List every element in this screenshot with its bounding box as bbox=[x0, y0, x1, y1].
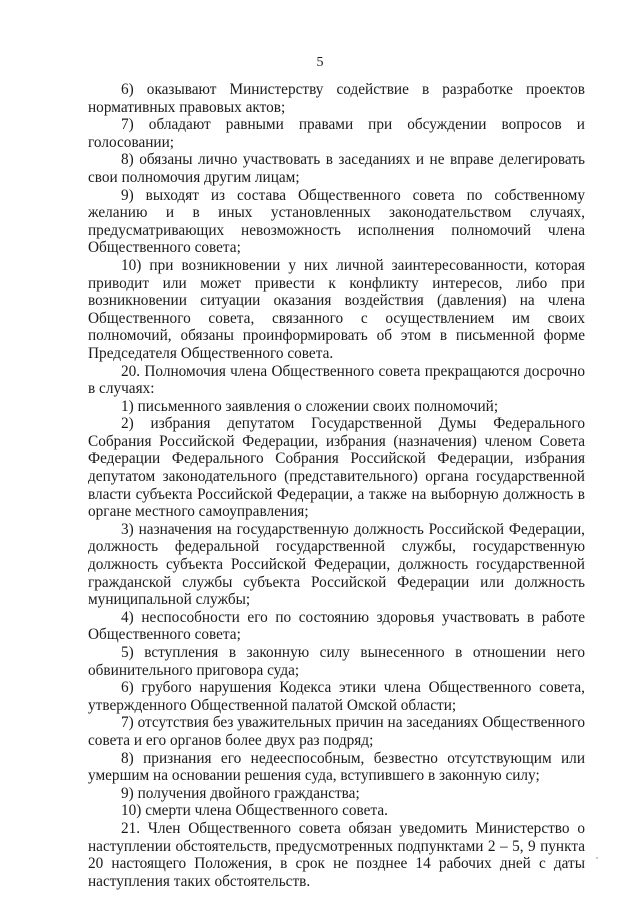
paragraph: 4) неспособности его по состоянию здоровья участвовать в работе Общественного совета; bbox=[88, 608, 585, 644]
paragraph: 8) признания его недееспособным, безвестно отсутствующим или умершим на основании решения суда, вступившего в законную силу; bbox=[88, 749, 585, 785]
paragraph: 5) вступления в законную силу вынесенного в отношении него обвинительного приговора суда; bbox=[88, 644, 585, 679]
paragraph: 10) смерти члена Общественного совета. bbox=[121, 802, 388, 820]
paragraph: 9) получения двойного гражданства; bbox=[121, 784, 360, 802]
section-paragraph: 21. Член Общественного совета обязан уведомить Министерство о наступлении обстоятельств, предусмотренных подпунктами 2 – 5, 9 пункта 20 настоящего Положения, в срок не позднее 14 рабочих дней с даты наступления таких обстоятельств. bbox=[88, 819, 585, 890]
paragraph: 7) обладают равными правами при обсуждении вопросов и голосовании; bbox=[88, 116, 585, 151]
section-heading-paragraph: 20. Полномочия члена Общественного совета прекращаются досрочно в случаях: bbox=[88, 362, 585, 398]
paragraph: 10) при возникновении у них личной заинтересованности, которая приводит или может привести к конфликту интересов, либо при возникновении ситуации оказания воздействия (давления) на члена Общественного совета, связанного с осуществлением им своих полномочий, обязаны проинформировать об этом в письменной форме Председателя Общественного совета. bbox=[88, 256, 585, 362]
scan-speck bbox=[596, 857, 598, 859]
paragraph: 2) избрания депутатом Государственной Думы Федерального Собрания Российской Федерации, избрания (назначения) членом Совета Федерации Федерального Собрания Российской Федерации, избрания депутатом законодательного (представительного) органа государственной власти субъекта Российской Федерации, а также на выборную должность в органе местного самоуправления; bbox=[88, 415, 585, 521]
paragraph: 1) письменного заявления о сложении своих полномочий; bbox=[121, 397, 499, 415]
document-body bbox=[88, 81, 585, 890]
paragraph: 8) обязаны лично участвовать в заседаниях и не вправе делегировать свои полномочия другим лицам; bbox=[88, 151, 585, 186]
paragraph: 6) оказывают Министерству содействие в разработке проектов нормативных правовых актов; bbox=[88, 81, 585, 116]
page-number: 5 bbox=[316, 55, 324, 70]
paragraph: 6) грубого нарушения Кодекса этики члена Общественного совета, утвержденного Общественной палатой Омской области; bbox=[88, 679, 585, 714]
paragraph: 3) назначения на государственную должность Российской Федерации, должность федеральной государственной службы, государственную должность субъекта Российской Федерации, должность государственной гражданской службы субъекта Российской Федерации или должность муниципальной службы; bbox=[88, 520, 585, 609]
paragraph: 7) отсутствия без уважительных причин на заседаниях Общественного совета и его органов более двух раз подряд; bbox=[88, 714, 585, 749]
paragraph: 9) выходят из состава Общественного совета по собственному желанию и в иных установленных законодательством случаях, предусматривающих невозможность исполнения полномочий члена Общественного совета; bbox=[88, 186, 585, 257]
